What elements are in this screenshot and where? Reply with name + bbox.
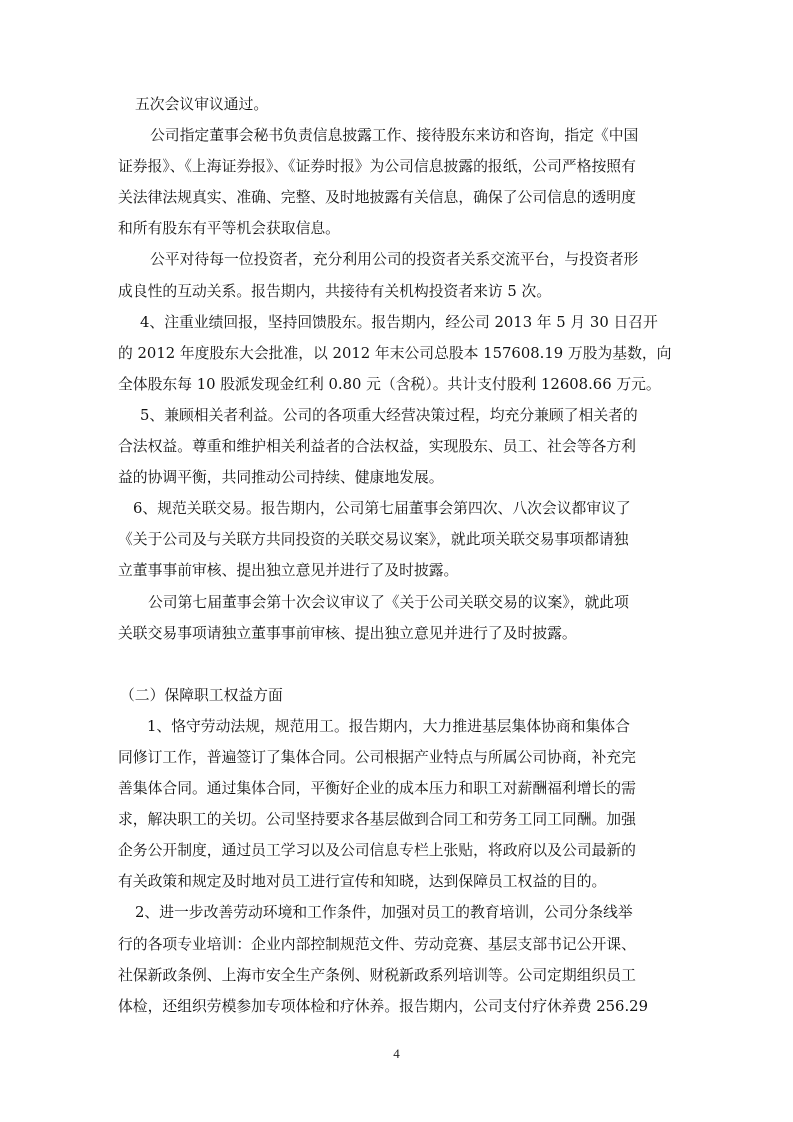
- text-line: 证券报》、《上海证券报》、《证券时报》为公司信息披露的报纸，公司严格按照有: [118, 158, 636, 176]
- text-line: 行的各项专业培训：企业内部控制规范文件、劳动竞赛、基层支部书记公开课、: [118, 935, 636, 953]
- paragraph: [118, 307, 672, 400]
- text-line: 《关于公司及与关联方共同投资的关联交易议案》，就此项关联交易事项都请独: [118, 531, 629, 549]
- text-line: 益的协调平衡，共同推动公司持续、健康地发展。: [118, 469, 444, 487]
- paragraph: [118, 711, 636, 898]
- text-line: 公司第七届董事会第十次会议审议了《关于公司关联交易的议案》，就此项: [148, 593, 629, 611]
- text-line: 关法律法规真实、准确、完整、及时地披露有关信息，确保了公司信息的透明度: [118, 189, 636, 207]
- text-line: 1、恪守劳动法规，规范用工。报告期内，大力推进基层集体协商和集体合: [147, 717, 630, 735]
- paragraph: [118, 493, 631, 586]
- text-line: 5、兼顾相关者利益。公司的各项重大经营决策过程，均充分兼顾了相关者的: [140, 406, 638, 424]
- text-line: 同修订工作，普遍签订了集体合同。公司根据产业特点与所属公司协商，补充完: [118, 748, 636, 766]
- text-line: 有关政策和规定及时地对员工进行宣传和知晓，达到保障员工权益的目的。: [118, 873, 607, 891]
- text-line: 关联交易事项请独立董事事前审核、提出独立意见并进行了及时披露。: [118, 624, 577, 642]
- text-line: 立董事事前审核、提出独立意见并进行了及时披露。: [118, 562, 459, 580]
- paragraph: [118, 400, 638, 493]
- document-body: [118, 89, 672, 1022]
- paragraph: [118, 897, 648, 1021]
- section-heading: [118, 680, 617, 711]
- text-line: 公平对待每一位投资者，充分利用公司的投资者关系交流平台，与投资者形: [150, 251, 639, 269]
- text-line: 成良性的互动关系。报告期内，共接待有关机构投资者来访 5 次。: [118, 282, 552, 300]
- text-line: 求，解决职工的关切。公司坚持要求各基层做到合同工和劳务工同工同酬。加强: [118, 811, 636, 829]
- text-line: 的 2012 年度股东大会批准，以 2012 年末公司总股本 157608.19 万股为基数，向: [118, 344, 672, 362]
- blank-line: [118, 649, 617, 680]
- text-line: 全体股东每 10 股派发现金红利 0.80 元（含税）。共计支付股利 12608.66 万元。: [118, 375, 661, 393]
- paragraph: [118, 244, 639, 306]
- text-line: 体检，还组织劳模参加专项体检和疗休养。报告期内，公司支付疗休养费 256.29: [118, 997, 648, 1015]
- text-line: 和所有股东有平等机会获取信息。: [118, 220, 340, 238]
- text-line: 6、规范关联交易。报告期内，公司第七届董事会第四次、八次会议都审议了: [133, 500, 631, 518]
- paragraph: [118, 89, 617, 120]
- text-line: 善集体合同。通过集体合同，平衡好企业的成本压力和职工对薪酬福利增长的需: [118, 780, 636, 798]
- text-line: （二）保障职工权益方面: [120, 686, 283, 704]
- text-line: 4、注重业绩回报，坚持回馈股东。报告期内，经公司 2013 年 5 月 30 日召开: [140, 313, 658, 331]
- paragraph: [118, 120, 639, 244]
- text-line: 社保新政条例、上海市安全生产条例、财税新政系列培训等。公司定期组织员工: [118, 966, 636, 984]
- text-line: 2、进一步改善劳动环境和工作条件，加强对员工的教育培训，公司分条线举: [135, 904, 633, 922]
- text-line: 合法权益。尊重和维护相关利益者的合法权益，实现股东、员工、社会等各方利: [118, 438, 636, 456]
- text-line: 公司指定董事会秘书负责信息披露工作、接待股东来访和咨询，指定《中国: [150, 127, 639, 145]
- text-line: 企务公开制度，通过员工学习以及公司信息专栏上张贴，将政府以及公司最新的: [118, 842, 636, 860]
- paragraph: [118, 587, 629, 649]
- text-line: 五次会议审议通过。: [135, 96, 269, 113]
- page-number: 4: [393, 1046, 400, 1061]
